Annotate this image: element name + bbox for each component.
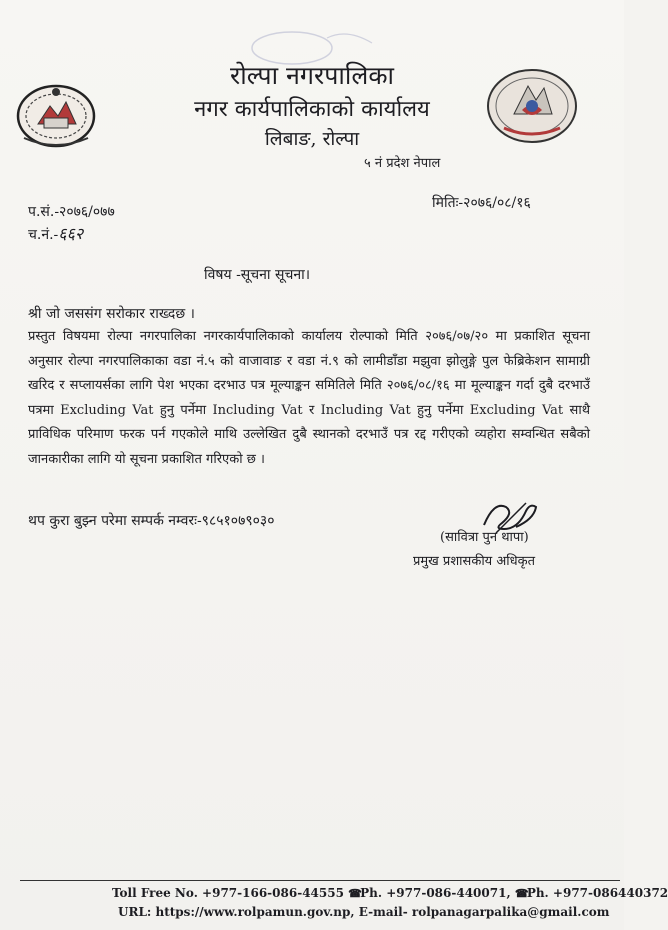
toll-free-number: Toll Free No. +977-166-086-44555 <box>112 886 344 900</box>
contact-line: थप कुरा बुझ्न परेमा सम्पर्क नम्वरः-९८५१०७९०३० <box>28 513 275 529</box>
phone-icon: ☎ <box>348 887 362 900</box>
dispatch-number <box>28 222 83 244</box>
phone-icon: ☎ <box>514 887 529 900</box>
location-heading: लिबाङ, रोल्पा <box>264 128 360 150</box>
salutation: श्री जो जससंग सरोकार राख्दछ । <box>28 306 195 322</box>
footer-phone-line <box>112 886 668 900</box>
office-name-heading: नगर कार्यपालिकाको कार्यालय <box>194 97 430 122</box>
dispatch-number-handwritten: ६६२ <box>58 224 84 243</box>
org-name-heading: रोल्पा नगरपालिका <box>230 61 394 90</box>
province-label: ५ नं प्रदेश नेपाल <box>364 156 441 171</box>
footer-url-email: URL: https://www.rolpamun.gov.np, E-mail- rolpanagarpalika@gmail.com <box>118 905 610 919</box>
signatory-name: (सावित्रा पुन थापा) <box>440 530 529 545</box>
reference-number: प.सं.-२०७६/०७७ <box>28 204 115 220</box>
document-date: मितिः-२०७६/०८/१६ <box>432 195 531 211</box>
phone-number-2: Ph. +977-086440372 <box>526 886 668 900</box>
signatory-title: प्रमुख प्रशासकीय अधिकृत <box>413 554 536 569</box>
footer-divider <box>20 880 620 881</box>
notice-body: प्रस्तुत विषयमा रोल्पा नगरपालिका नगरकार्यपालिकाको कार्यालय रोल्पाको मिति २०७६/०७/२० मा प्रकाशित सूचना अनुसार रोल्पा नगरपालिकाका वडा नं.५ को वाजावाङ र वडा नं.९ को लामीडाँडा मझुवा झोलुङ्गे पुल फेब्रिकेशन सामाग्री खरिद र सप्लायर्सका लागि पेश भएका दरभाउ पत्र मूल्याङ्कन समितिले मिति २०७६/०८/१६ मा मूल्याङ्कन गर्दा दुबै दरभाउँ पत्रमा Excluding Vat हुनु पर्नेमा Including Vat र Including Vat हुनु पर्नेमा Excluding Vat साथै प्राविधिक परिमाण फरक पर्न गएकोले माथि उल्लेखित दुबै स्थानको दरभाउँ पत्र रद्द गरीएको व्यहोरा सम्वन्धित सबैको जानकारीका लागि यो सूचना प्रकाशित गरिएको छ । <box>28 329 590 467</box>
subject-line: विषय -सूचना सूचना। <box>204 267 311 283</box>
dispatch-label: च.नं.- <box>28 227 59 243</box>
phone-number-1: Ph. +977-086-440071, <box>360 886 511 900</box>
